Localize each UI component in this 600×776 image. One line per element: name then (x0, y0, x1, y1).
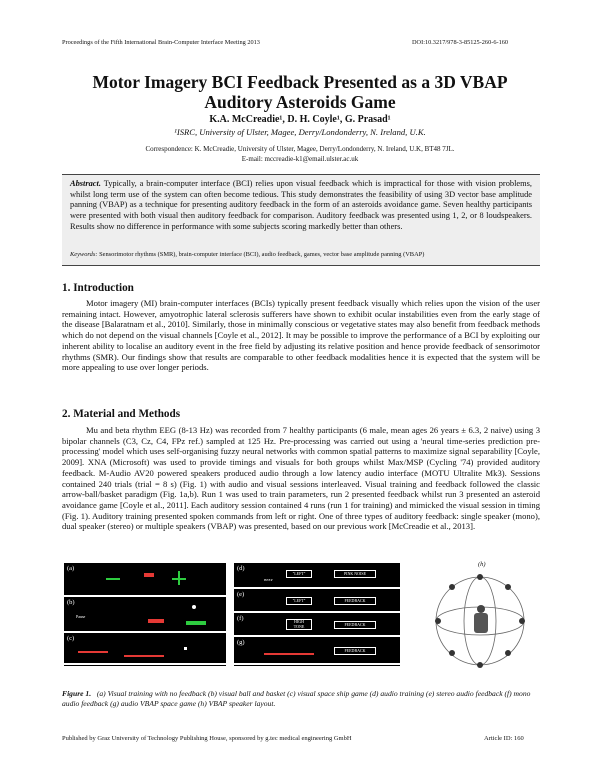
panel-e-stereo-feedback (234, 589, 400, 611)
green-bar-left (106, 578, 120, 580)
green-basket (186, 621, 206, 625)
panel-label-b: (b) (67, 599, 75, 606)
panel-label-f: (f) (237, 615, 244, 622)
section-heading-methods: 2. Material and Methods (62, 408, 181, 420)
d-beep: BEEP (264, 578, 273, 582)
red-ship-trail-1 (78, 651, 108, 653)
abstract-label: Abstract. (70, 179, 101, 188)
panel-label-g: (g) (237, 639, 245, 646)
panel-b-ball-basket (64, 597, 226, 631)
running-header-doi: DOI:10.3217/978-3-85125-260-6-160 (412, 39, 509, 46)
f-high-tone: HIGH TONE (286, 619, 312, 630)
g-red-trail (264, 653, 314, 655)
paper-title-line2: Auditory Asteroids Game (204, 92, 396, 112)
correspondence: Correspondence: K. McCreadie, University of Ulster, Magee, Derry/Londonderry, N. Ireland, U.K, BT48 7JL. (145, 145, 455, 153)
panel-g-vbap-game (234, 637, 400, 663)
keywords-label: Keywords: (70, 251, 98, 258)
red-basket (148, 619, 164, 623)
ball (192, 605, 196, 609)
e-left-command: "LEFT" (286, 597, 312, 605)
panel-c-space-game (64, 633, 226, 663)
abstract-box (62, 174, 540, 266)
panel-label-d: (d) (237, 565, 245, 572)
panel-h-speaker-layout (418, 563, 548, 673)
keywords-text: Sensorimotor rhythms (SMR), brain-computer interface (BCI), audio feedback, games, vector base amplitude panning (VBAP) (97, 251, 425, 258)
email: E-mail: mccreadie-k1@email.ulster.ac.uk (241, 155, 359, 163)
footer-publisher: Published by Graz University of Technology Publishing House, sponsored by g.tec medical engineering GmbH (62, 735, 352, 742)
figure-1 (60, 563, 550, 678)
introduction-body: Motor imagery (MI) brain-computer interfaces (BCIs) typically present feedback visually which relies upon the vision of the user remaining intact. However, amyotrophic lateral sclerosis sufferers have shown to exhibit ocular instabilities even from the early stage of the disease [Balaratnam et al., 2010]. Similarly, those in minimally conscious or vegetative states may also benefit from feedback methods which do not depend on the visual channels [Coyle et al., 2012]. It may be possible to improve the performance of a BCI by exploiting our inherent ability to localise an auditory event in the free field by adjusting its relative position and hence provide feedback of sensorimotor rhythms (SMR). Our findings show that results are comparable to other feedback modalities hence it is expected that the system will be more appealing to use over longer periods. (62, 298, 540, 373)
panel-a-visual-training (64, 563, 226, 595)
e-feedback: FEEDBACK (334, 597, 376, 605)
time-axis-left (64, 665, 226, 666)
time-axis-right (234, 665, 400, 666)
running-header-left: Proceedings of the Fifth International Brain-Computer Interface Meeting 2013 (62, 39, 260, 46)
abstract-text: Typically, a brain-computer interface (BCI) relies upon visual feedback which is impractical for those with vision problems, whilst long term use of the system can often become tedious. This study demonstrates the feasibility of using 3D vector base amplitude panning (VBAP) as a technique for presenting auditory feedback in the form of an asteroids avoidance game. Seven healthy participants were presented with both visual then auditory feedback for comparison. Auditory feedback was presented using 1, 2, or 8 loudspeakers. Results show no difference in performance with some subjects scoring markedly better than others. (70, 179, 532, 231)
red-arrow (144, 573, 154, 577)
f-feedback: FEEDBACK (334, 621, 376, 629)
methods-body: Mu and beta rhythm EEG (8-13 Hz) was recorded from 7 healthy participants (6 male, mean ages 26 years ± 6.3, 2 naive) using 3 bipolar channels (C3, Cz, C4, FPz ref.) sampled at 125 Hz. Pre-processing was carried out using a 'neural time-series prediction pre-processing' model which uses self-organising fuzzy neural networks with common spatial patterns to maximize signal separability [Coyle, 2009]. XNA (Microsoft) was used to provide timings and visuals for both groups whilst Max/MSP (Cycling '74) provided auditory feedback. M-Audio AV20 powered speakers produced audio through a low latency audio interface (MOTU Ultralite Mk3). Sessions contained 240 trials (trial = 8 s) (Fig. 1) with audio and visual sessions interleaved. Visual training and feedback followed the classic arrow-ball/basket paradigm (Fig. 1a,b). Run 1 was used to train parameters, run 2 presented feedback whilst run 3 presented an asteroid avoidance game [Coyle et al., 2011]. Each auditory session contained 4 runs (run 1 for training) and mimicked the visual session in timing (Fig. 1). Auditory training presented spoken commands from left or right. One of three types of auditory feedback: single speaker (mono), dual speaker (stereo) or multiple speakers (VBAP) was presented, based on our previous work [McCreadie et al., 2013]. (62, 425, 540, 532)
panel-d-audio-training (234, 563, 400, 587)
footer-article-id: Article ID: 160 (484, 735, 524, 742)
panel-label-c: (c) (67, 635, 75, 642)
panel-f-mono-feedback (234, 613, 400, 635)
panel-label-a: (a) (67, 565, 75, 572)
authors: K.A. McCreadie¹, D. H. Coyle¹, G. Prasad¹ (209, 114, 391, 125)
speaker-sphere-diagram (418, 563, 548, 673)
green-cross-vertical (178, 571, 180, 585)
panel-label-e: (e) (237, 591, 245, 598)
caption-label: Figure 1. (62, 689, 92, 698)
asteroid (184, 647, 187, 650)
pause-label: Pause (76, 614, 86, 619)
figure-caption (62, 689, 540, 709)
panel-label-h: (h) (478, 561, 486, 568)
red-ship-trail-2 (124, 655, 164, 657)
paper-title-line1: Motor Imagery BCI Feedback Presented as a 3D VBAP (92, 72, 508, 92)
caption-text: (a) Visual training with no feedback (b) visual ball and basket (c) visual space ship game (d) audio training (e) stereo audio feedback (f) mono audio feedback (g) audio VBAP space game (h) VBAP speaker layout. (62, 689, 531, 708)
section-heading-introduction: 1. Introduction (62, 282, 134, 294)
g-feedback: FEEDBACK (334, 647, 376, 655)
d-left-command: "LEFT" (286, 570, 312, 578)
d-pink-noise: PINK NOISE (334, 570, 376, 578)
affiliation: ¹ISRC, University of Ulster, Magee, Derry/Londonderry, N. Ireland, U.K. (174, 127, 426, 137)
